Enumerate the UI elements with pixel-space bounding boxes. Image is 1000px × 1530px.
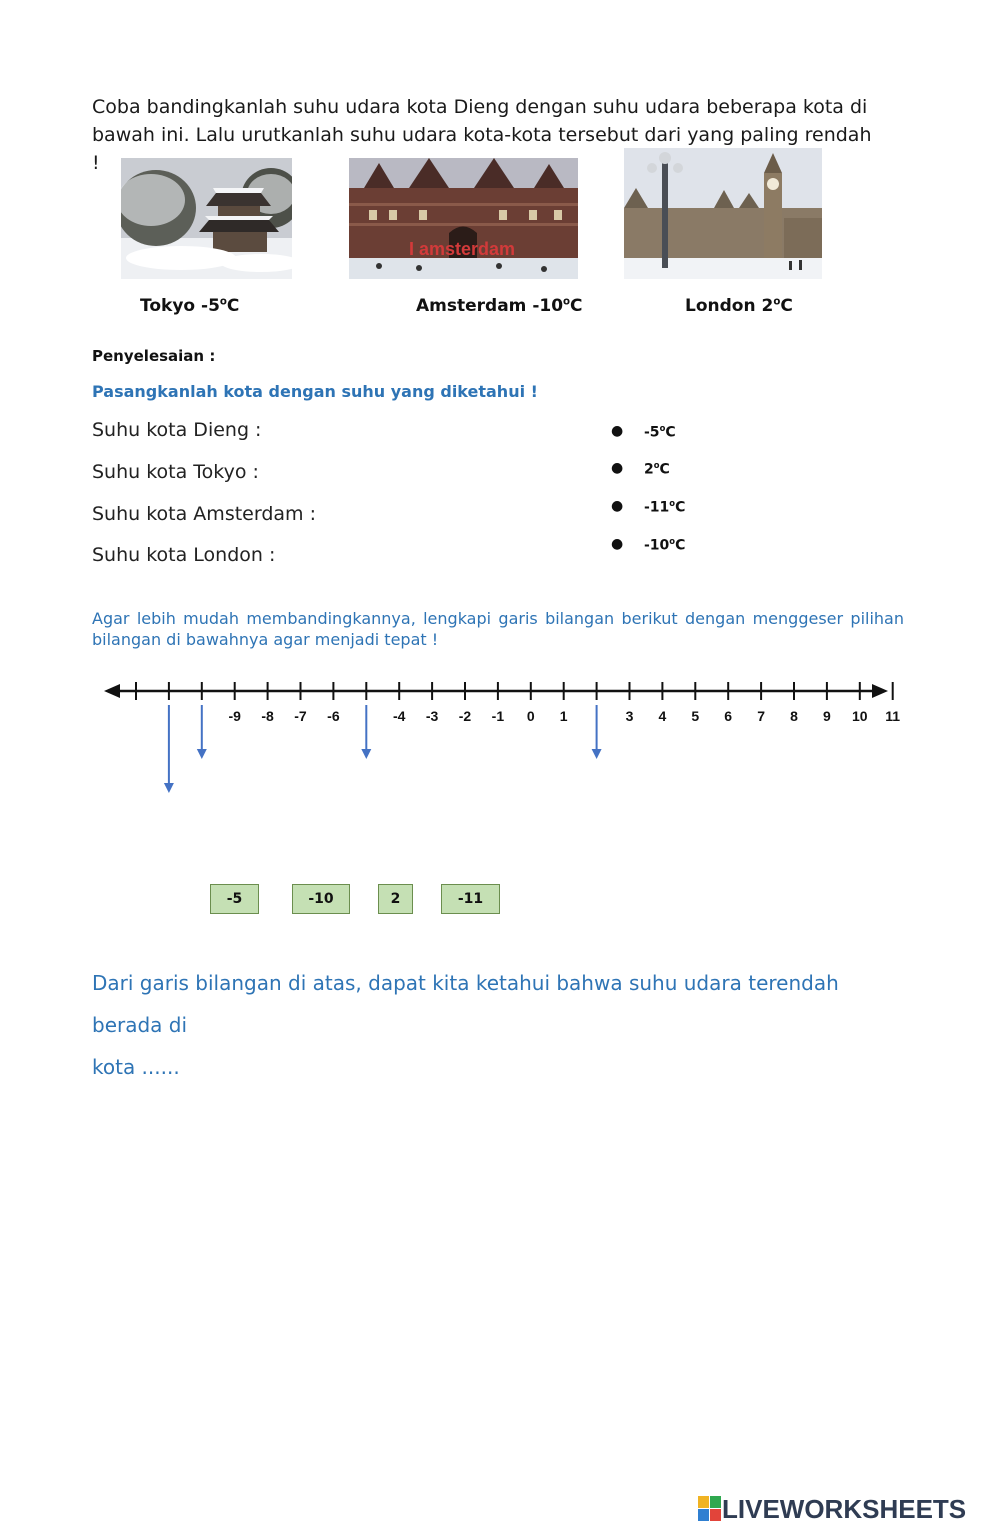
- tick-label: 6: [724, 708, 733, 724]
- tick-label: 1: [559, 708, 568, 724]
- caption-amsterdam: Amsterdam -10$^o$C: [416, 296, 583, 316]
- liveworksheets-logo-icon: [698, 1496, 722, 1522]
- right-arrow-icon: [872, 684, 888, 698]
- number-line: [0, 660, 1000, 800]
- number-line-instruction: Agar lebih mudah membandingkannya, lengkapi garis bilangan berikut dengan menggeser pilihan: [92, 609, 904, 628]
- drag-chip[interactable]: -10: [292, 884, 350, 914]
- tick-label: 3: [625, 708, 634, 724]
- bullet-icon: ●: [611, 498, 624, 514]
- arrow-down-icon: [592, 749, 602, 759]
- tick-label: -7: [294, 708, 307, 724]
- arrow-down-icon: [197, 749, 207, 759]
- tick-label: 11: [885, 708, 901, 724]
- drag-chip[interactable]: 2: [378, 884, 413, 914]
- tick-label: 4: [658, 708, 667, 724]
- match-row-tokyo[interactable]: Suhu kota Tokyo :: [92, 461, 259, 483]
- tick-label: 9: [823, 708, 831, 724]
- bullet-icon: ●: [611, 460, 624, 476]
- tick-label: -2: [458, 708, 472, 724]
- match-row-dieng[interactable]: Suhu kota Dieng :: [92, 419, 262, 441]
- tick-label: 8: [790, 708, 798, 724]
- amsterdam-photo: [349, 158, 578, 279]
- bullet-icon: ●: [611, 536, 624, 552]
- conclusion-line-2[interactable]: kota ......: [92, 1055, 180, 1079]
- number-line-instruction-2: bilangan di bawahnya agar menjadi tepat !: [92, 630, 439, 649]
- tick-label: -9: [228, 708, 241, 724]
- tick-label: 5: [691, 708, 700, 724]
- tick-label: -1: [491, 708, 505, 724]
- match-option[interactable]: -11$^o$C: [644, 498, 686, 516]
- tick-label: -4: [392, 708, 406, 724]
- match-instruction: Pasangkanlah kota dengan suhu yang diketahui !: [92, 382, 538, 401]
- conclusion-line-1: Dari garis bilangan di atas, dapat kita ketahui bahwa suhu udara terendah berada di: [92, 971, 839, 1037]
- tick-label: -6: [327, 708, 340, 724]
- tick-label: 7: [757, 708, 765, 724]
- left-arrow-icon: [104, 684, 120, 698]
- drag-chip[interactable]: -11: [441, 884, 500, 914]
- match-row-london[interactable]: Suhu kota London :: [92, 544, 276, 566]
- brand-name: LIVEWORKSHEETS: [722, 1493, 967, 1524]
- drag-chip[interactable]: -5: [210, 884, 259, 914]
- match-row-amsterdam[interactable]: Suhu kota Amsterdam :: [92, 503, 316, 525]
- intro-text: Coba bandingkanlah suhu udara kota Dieng dengan suhu udara beberapa kota di bawah ini. Lalu urutkanlah suhu udara kota-kota tersebut dari yang paling rendah !: [92, 96, 872, 174]
- liveworksheets-logo: [698, 1494, 966, 1524]
- tick-label: -3: [425, 708, 439, 724]
- london-photo: [624, 148, 822, 279]
- caption-london: London 2$^o$C: [685, 296, 793, 316]
- match-option[interactable]: 2$^o$C: [644, 460, 670, 478]
- amsterdam-sign: I amsterdam: [409, 239, 516, 259]
- tick-label: 0: [526, 708, 535, 724]
- match-option[interactable]: -10$^o$C: [644, 536, 686, 554]
- bullet-icon: ●: [611, 423, 624, 439]
- tick-label: -8: [261, 708, 274, 724]
- caption-tokyo: Tokyo -5$^o$C: [140, 296, 240, 316]
- conclusion-text: [92, 962, 902, 1088]
- arrow-down-icon: [164, 783, 174, 793]
- tokyo-photo: [121, 158, 292, 279]
- tick-label: 10: [852, 708, 868, 724]
- arrow-down-icon: [361, 749, 371, 759]
- solution-heading: Penyelesaian :: [92, 347, 216, 365]
- match-option[interactable]: -5$^o$C: [644, 423, 676, 441]
